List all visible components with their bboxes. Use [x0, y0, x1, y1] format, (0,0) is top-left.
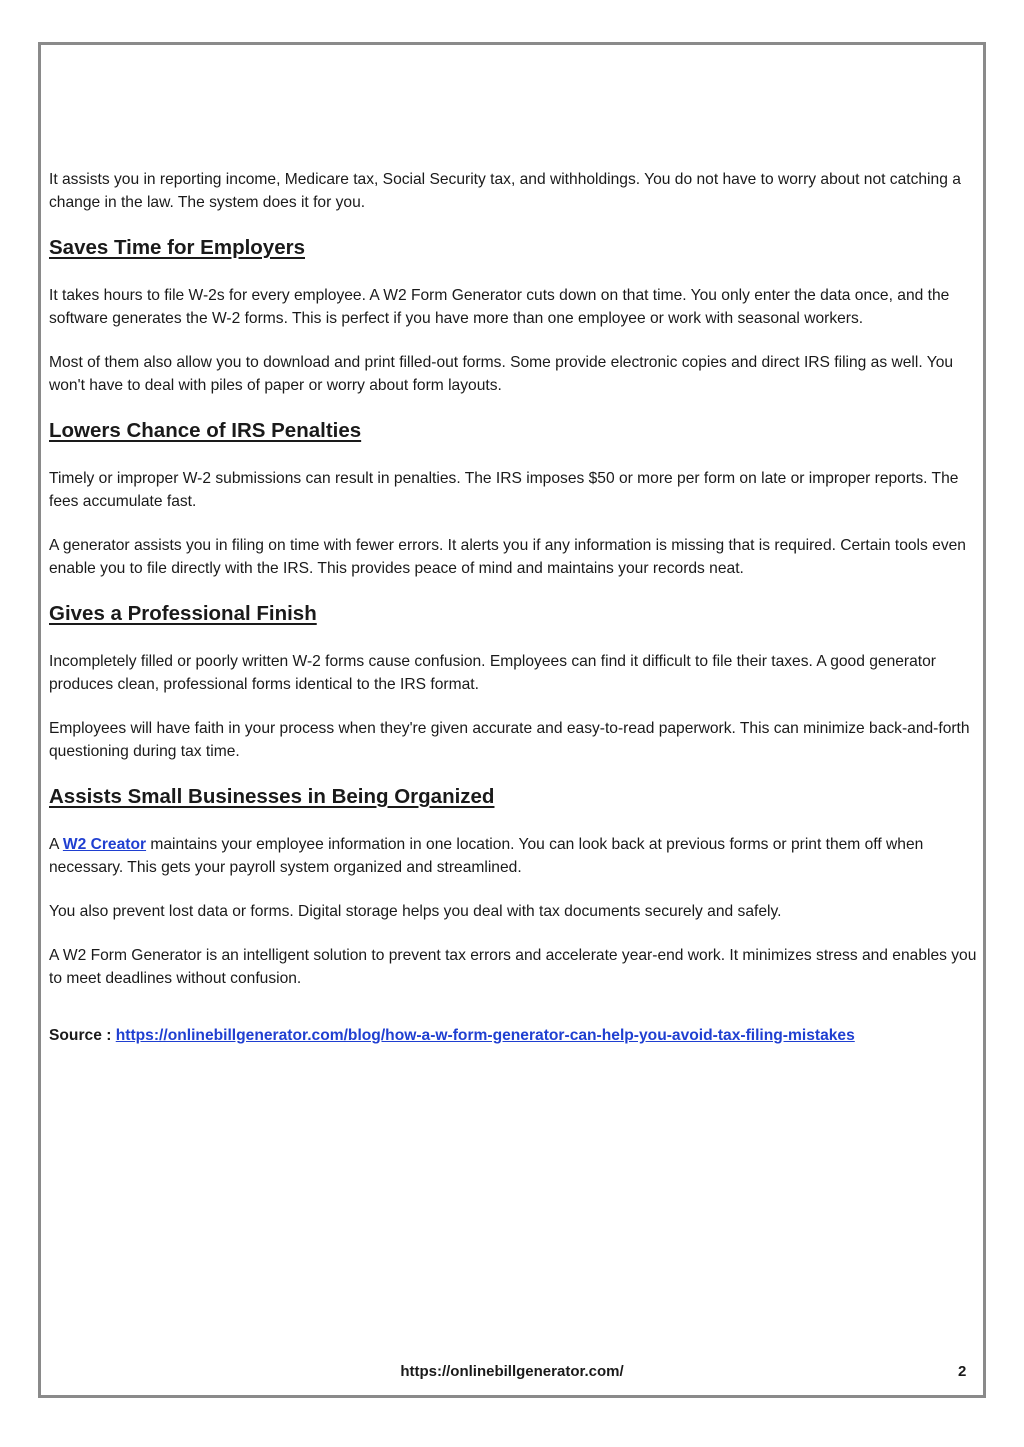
paragraph: You also prevent lost data or forms. Digital storage helps you deal with tax documents securely and safely. — [49, 903, 782, 920]
heading-irs-penalties: Lowers Chance of IRS Penalties — [49, 419, 362, 442]
source-link[interactable]: https://onlinebillgenerator.com/blog/how-a-w-form-generator-can-help-you-avoid-tax-filing-mistakes — [115, 1027, 855, 1044]
paragraph: Timely or improper W-2 submissions can result in penalties. The IRS imposes $50 or more per form on late or improper reports. The fees accumulate fast. — [49, 470, 959, 510]
paragraph: Employees will have faith in your process when they're given accurate and easy-to-read paperwork. This can minimize back-and-forth questioning during tax time. — [49, 720, 970, 760]
w2-creator-link[interactable]: W2 Creator — [62, 836, 147, 853]
page-number: 2 — [958, 1363, 967, 1380]
heading-small-businesses: Assists Small Businesses in Being Organized — [49, 785, 495, 808]
link-suffix: maintains your employee information in one location. You can look back at previous forms or print them off when necessary. This gets your payroll system organized and streamlined. — [49, 836, 924, 876]
source-label: Source : — [49, 1027, 116, 1044]
link-prefix: A — [49, 836, 63, 853]
source-line — [49, 1024, 983, 1047]
paragraph: Incompletely filled or poorly written W-2 forms cause confusion. Employees can find it difficult to file their taxes. A good generator produces clean, professional forms identical to the IRS format. — [49, 653, 936, 693]
intro-paragraph: It assists you in reporting income, Medicare tax, Social Security tax, and withholdings. You do not have to worry about not catching a change in the law. The system does it for you. — [49, 171, 961, 211]
footer-url: https://onlinebillgenerator.com/ — [400, 1363, 624, 1380]
heading-saves-time: Saves Time for Employers — [49, 236, 305, 259]
paragraph-with-link — [49, 833, 983, 879]
paragraph: Most of them also allow you to download and print filled-out forms. Some provide electronic copies and direct IRS filing as well. You won't have to deal with piles of paper or worry about form layouts. — [49, 354, 954, 394]
paragraph: A generator assists you in filing on time with fewer errors. It alerts you if any information is missing that is required. Certain tools even enable you to file directly with the IRS. This provides peace of mind and maintains your records neat. — [49, 537, 966, 577]
paragraph: It takes hours to file W-2s for every employee. A W2 Form Generator cuts down on that time. You only enter the data once, and the software generates the W-2 forms. This is perfect if you have more than one employee or work with seasonal workers. — [49, 287, 950, 327]
heading-professional-finish: Gives a Professional Finish — [49, 602, 317, 625]
document-body — [49, 168, 983, 1068]
paragraph: A W2 Form Generator is an intelligent solution to prevent tax errors and accelerate year-end work. It minimizes stress and enables you to meet deadlines without confusion. — [49, 947, 977, 987]
